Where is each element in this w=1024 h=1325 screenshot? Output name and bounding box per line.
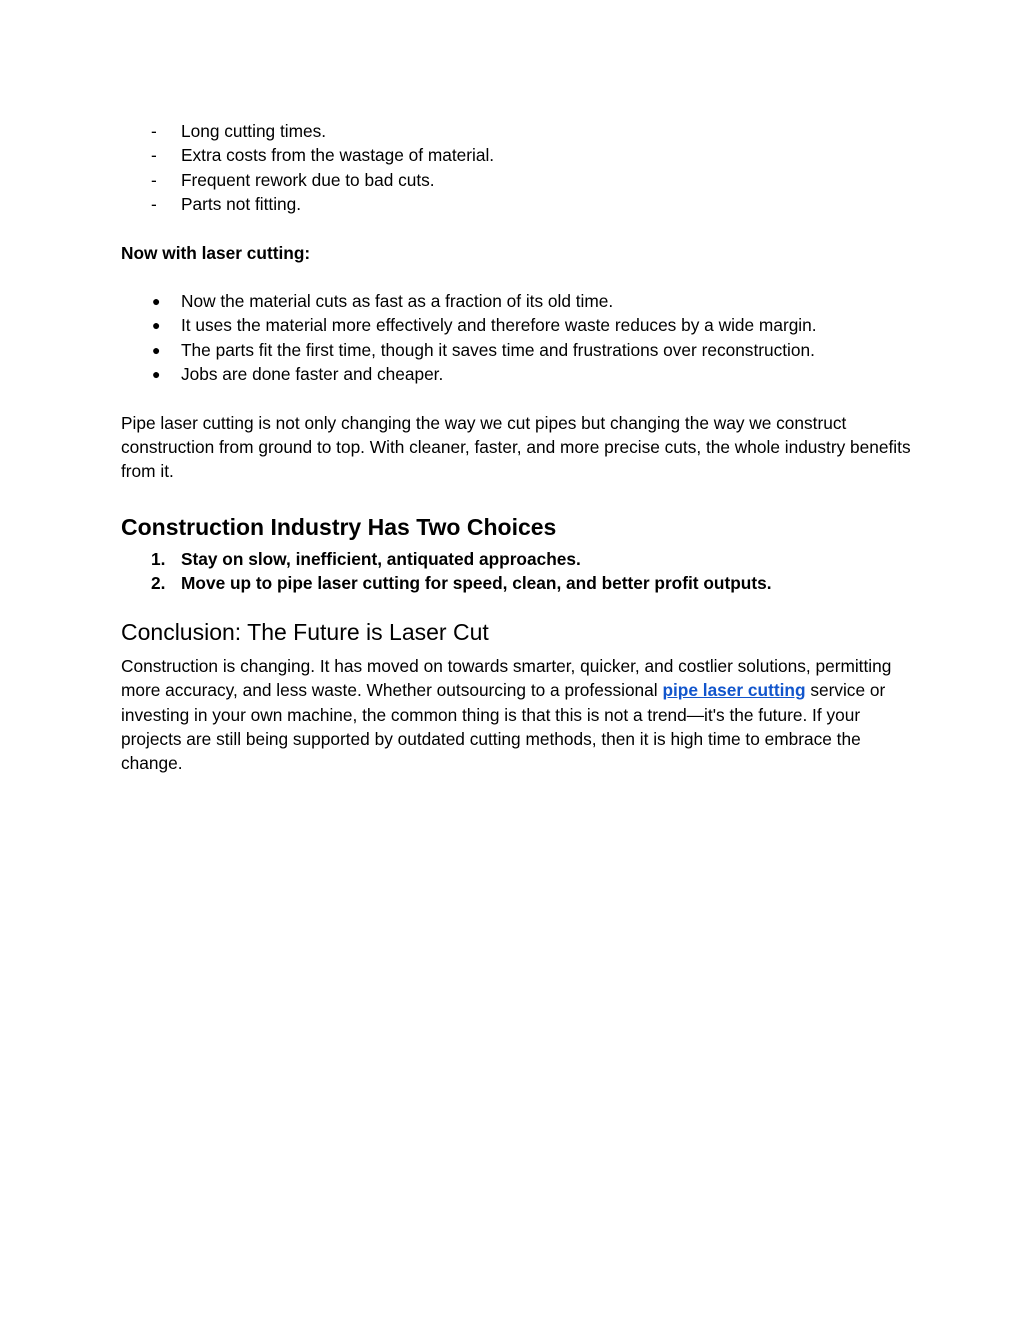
choices-heading: Construction Industry Has Two Choices bbox=[121, 513, 557, 540]
list-item-text: Stay on slow, inefficient, antiquated approaches. bbox=[181, 548, 581, 569]
document-body bbox=[121, 119, 911, 776]
conclusion-heading: Conclusion: The Future is Laser Cut bbox=[121, 618, 489, 645]
dash-marker: - bbox=[151, 145, 157, 166]
number-marker: 2. bbox=[151, 573, 166, 594]
list-item bbox=[121, 192, 911, 216]
list-item-text: Extra costs from the wastage of material. bbox=[181, 145, 495, 166]
list-item bbox=[121, 338, 911, 362]
conclusion-paragraph bbox=[121, 654, 911, 776]
bullet-marker: ● bbox=[152, 317, 161, 334]
bullet-marker: ● bbox=[152, 293, 161, 310]
pipe-laser-cutting-link[interactable]: pipe laser cutting bbox=[662, 680, 806, 701]
list-item-text: Jobs are done faster and cheaper. bbox=[181, 364, 444, 385]
spacer bbox=[121, 387, 911, 411]
number-marker: 1. bbox=[151, 548, 166, 569]
benefits-list bbox=[121, 289, 911, 387]
list-item bbox=[121, 313, 911, 337]
list-item-text: Move up to pipe laser cutting for speed, clean, and better profit outputs. bbox=[181, 573, 772, 594]
laser-cutting-label: Now with laser cutting: bbox=[121, 242, 311, 263]
dash-marker: - bbox=[151, 194, 157, 215]
choices-list bbox=[121, 547, 911, 596]
list-item bbox=[121, 571, 911, 595]
list-item-text: The parts fit the first time, though it saves time and frustrations over reconstruction. bbox=[181, 339, 815, 360]
list-item-text: Long cutting times. bbox=[181, 121, 327, 141]
bullet-marker: ● bbox=[152, 366, 161, 383]
dash-marker: - bbox=[151, 121, 157, 141]
list-item bbox=[121, 362, 911, 386]
list-item-text: Now the material cuts as fast as a fraction of its old time. bbox=[181, 291, 614, 312]
list-item-text: Frequent rework due to bad cuts. bbox=[181, 169, 435, 190]
list-item bbox=[121, 119, 911, 143]
conclusion-text-before: Construction is changing. It has moved on towards smarter, quicker, and costlier solutions, permitting more accuracy, and less waste. Whether outsourcing to a professional bbox=[121, 655, 892, 701]
list-item bbox=[121, 547, 911, 571]
list-item bbox=[121, 168, 911, 192]
bullet-marker: ● bbox=[152, 341, 161, 358]
list-item-text: Parts not fitting. bbox=[181, 194, 302, 215]
dash-marker: - bbox=[151, 169, 157, 190]
summary-paragraph: Pipe laser cutting is not only changing the way we cut pipes but changing the way we construct construction from ground to top. With cleaner, faster, and more precise cuts, the whole industry benefits from it. bbox=[121, 412, 911, 482]
conclusion-text-after: service or investing in your own machine, the common thing is that this is not a trend—it's the future. If your projects are still being supported by outdated cutting methods, then it is high time to embrace the change. bbox=[121, 680, 886, 774]
list-item-text: It uses the material more effectively and therefore waste reduces by a wide margin. bbox=[181, 315, 817, 336]
list-item bbox=[121, 143, 911, 167]
list-item bbox=[121, 289, 911, 313]
problems-list bbox=[121, 119, 911, 217]
